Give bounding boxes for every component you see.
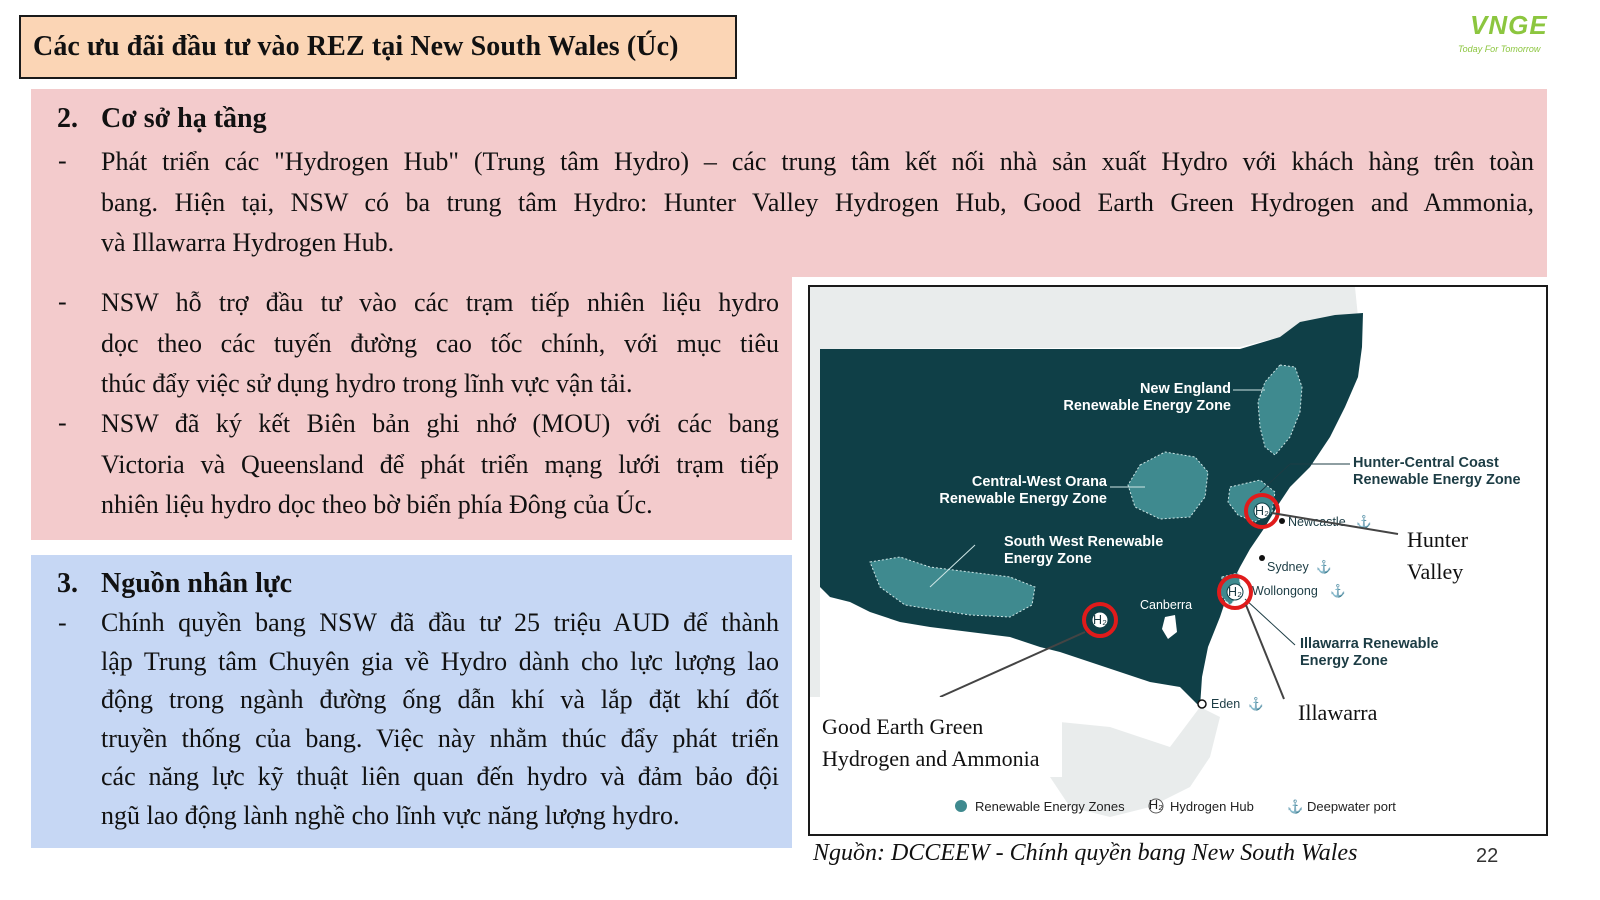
section2-bullet1-line: Phát triển các "Hydrogen Hub" (Trung tâm Hydro) – các trung tâm kết nối nhà sản xuất Hydro với khách hàng trên toàn — [101, 147, 1534, 176]
rez-label-central-west-2: Renewable Energy Zone — [939, 491, 1107, 507]
page-number: 22 — [1476, 845, 1499, 867]
annotation-illawarra: Illawarra — [1298, 700, 1378, 725]
section3-bullet1-line: các năng lực kỹ thuật liên quan đến hydro và đảm bảo đội — [101, 762, 779, 791]
arrow-illawarra — [1246, 605, 1284, 699]
port-icon-wollongong: ⚓ — [1330, 584, 1346, 598]
annotation-hunter-valley-1: Hunter — [1407, 527, 1469, 552]
annotation-good-earth-1: Good Earth Green — [822, 714, 984, 739]
rez-label-central-west-1: Central-West Orana — [971, 474, 1107, 490]
hub-icon-good-earth: H₂ — [1093, 613, 1107, 627]
city-eden: Eden — [1211, 697, 1241, 711]
nsw-map-frame — [808, 285, 1548, 836]
slide-title-box — [19, 15, 737, 79]
section2-bullet2-dash: - — [58, 287, 67, 316]
legend-hub-label: Hydrogen Hub — [1170, 799, 1254, 814]
map-legend — [955, 797, 1396, 814]
section2-bullet1 — [101, 142, 1534, 264]
section3-bullet1-line: lập Trung tâm Chuyên gia về Hydro dành cho lực lượng lao — [101, 646, 779, 676]
city-newcastle: Newcastle — [1288, 515, 1346, 529]
section2-bullet3 — [101, 404, 779, 526]
section3-bullet1-line: động trong ngành đường ống dẫn khí và lắp đặt khí đốt — [101, 685, 779, 714]
logo-tagline: Today For Tomorrow — [1458, 44, 1541, 54]
city-wollongong: Wollongong — [1252, 584, 1318, 598]
section3-bullet1-dash: - — [58, 608, 67, 637]
legend-rez-icon — [955, 800, 967, 812]
city-dot-eden — [1198, 700, 1206, 708]
slide-title: Các ưu đãi đầu tư vào REZ tại New South Wales (Úc) — [33, 31, 679, 62]
annotation-hunter-valley-2: Valley — [1407, 559, 1464, 584]
rez-label-hunter-2: Renewable Energy Zone — [1353, 472, 1521, 488]
hub-icon-hunter: H₂ — [1255, 504, 1269, 518]
city-canberra: Canberra — [1140, 598, 1193, 612]
section2-bullet2 — [101, 283, 779, 405]
logo-mark: VNGE — [1470, 10, 1548, 40]
section2-heading — [57, 103, 267, 135]
source-citation: Nguồn: DCCEEW - Chính quyền bang New South Wales — [813, 840, 1358, 866]
hub-icon-illawarra: H₂ — [1228, 585, 1242, 599]
section2-bullet1-line: bang. Hiện tại, NSW có ba trung tâm Hydro: Hunter Valley Hydrogen Hub, Good Earth Green Hydrogen and Ammonia, — [101, 187, 1534, 217]
section2-bullet3-dash: - — [58, 408, 67, 437]
city-sydney: Sydney — [1267, 560, 1309, 574]
rez-label-new-england-1: New England — [1139, 381, 1231, 397]
section3-bullet1 — [101, 604, 779, 835]
section3-bullet1-line: truyền thống của bang. Việc này nhằm thúc đẩy phát triển — [101, 723, 779, 753]
section3-bullet1-line: ngũ lao động lành nghề cho lĩnh vực năng lượng hydro. — [101, 800, 680, 830]
rez-label-illawarra-1: Illawarra Renewable — [1300, 636, 1439, 652]
city-dot-newcastle — [1279, 518, 1285, 524]
section2-bullet2-line: dọc theo các tuyến đường cao tốc chính, với mục tiêu — [101, 328, 779, 358]
section2-bullet2-line: NSW hỗ trợ đầu tư vào các trạm tiếp nhiên liệu hydro — [101, 288, 779, 317]
rez-label-hunter-1: Hunter-Central Coast — [1353, 455, 1499, 471]
arrow-good-earth — [940, 632, 1085, 697]
city-dot-canberra — [1167, 617, 1173, 623]
section3-heading — [57, 568, 292, 600]
section2-bullet1-line: và Illawarra Hydrogen Hub. — [101, 228, 395, 257]
rez-label-south-west-2: Energy Zone — [1004, 551, 1092, 567]
rez-label-new-england-2: Renewable Energy Zone — [1063, 398, 1231, 414]
rez-label-illawarra-2: Energy Zone — [1300, 653, 1388, 669]
legend-port-label: Deepwater port — [1307, 799, 1396, 814]
section2-bullet3-line: Victoria và Queensland để phát triển mạng lưới trạm tiếp — [101, 449, 779, 479]
section3-bullet1-line: Chính quyền bang NSW đã đầu tư 25 triệu AUD để thành — [101, 608, 779, 637]
section3-title: Nguồn nhân lực — [101, 568, 293, 599]
section3-number: 3. — [57, 568, 78, 599]
section2-number: 2. — [57, 103, 78, 134]
rez-label-south-west-1: South West Renewable — [1004, 534, 1164, 550]
port-icon-sydney: ⚓ — [1316, 560, 1332, 574]
legend-rez-label: Renewable Energy Zones — [975, 799, 1125, 814]
legend-hub-symbol: H₂ — [1148, 797, 1164, 812]
section2-bullet1-dash: - — [58, 146, 67, 175]
annotation-good-earth-2: Hydrogen and Ammonia — [822, 746, 1040, 771]
legend-port-icon: ⚓ — [1287, 799, 1304, 814]
port-icon-eden: ⚓ — [1248, 697, 1264, 711]
section2-title: Cơ sở hạ tầng — [101, 103, 267, 134]
section2-bullet3-line: nhiên liệu hydro dọc theo bờ biển phía Đông của Úc. — [101, 490, 653, 519]
city-dot-sydney — [1259, 555, 1265, 561]
vnge-logo — [1456, 10, 1566, 60]
section2-bullet2-line: thúc đẩy việc sử dụng hydro trong lĩnh vực vận tải. — [101, 369, 633, 398]
port-icon-newcastle: ⚓ — [1356, 515, 1372, 529]
section2-bullet3-line: NSW đã ký kết Biên bản ghi nhớ (MOU) với các bang — [101, 409, 779, 438]
nsw-map — [810, 287, 1548, 836]
